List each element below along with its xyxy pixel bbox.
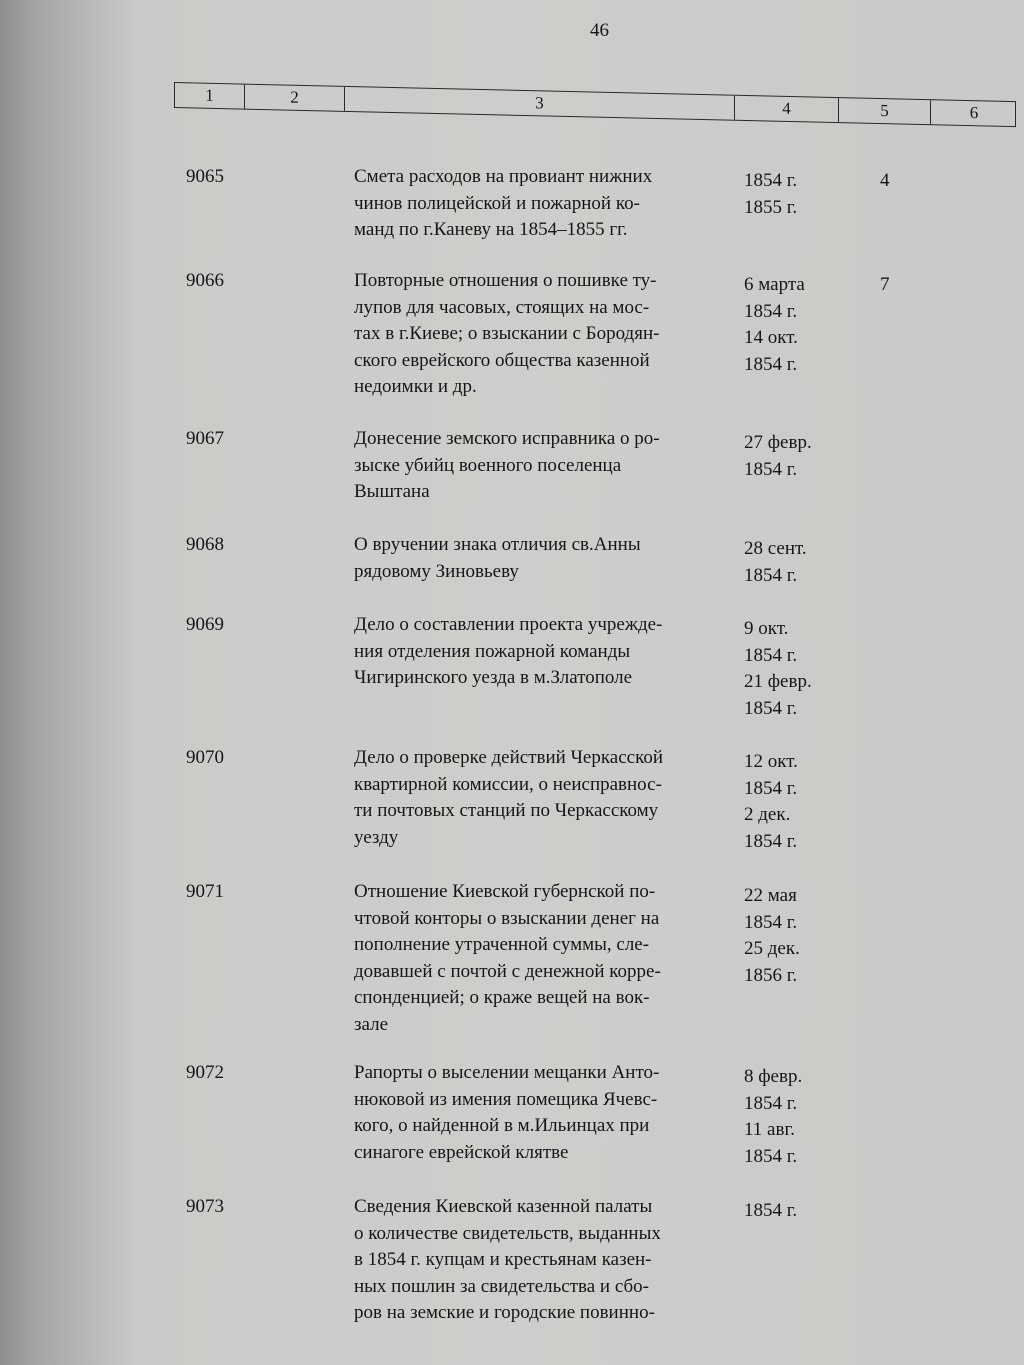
- record-number: 9067: [186, 428, 224, 449]
- record-number: 9068: [186, 534, 224, 555]
- description-line: рядовому Зиновьеву: [354, 560, 519, 582]
- record-description: [354, 879, 734, 1038]
- date-line: 12 окт.: [744, 751, 798, 772]
- record-dates: [744, 168, 854, 221]
- record-dates: [744, 616, 854, 722]
- description-line: спонденцией; о краже вещей на вок-: [354, 987, 650, 1008]
- record-number: 9066: [186, 270, 224, 291]
- record-dates: [744, 1064, 854, 1170]
- record-sheet-count: 7: [880, 274, 890, 295]
- description-line: Дело о составлении проекта учрежде-: [354, 614, 663, 635]
- date-line: 1854 г.: [744, 777, 798, 799]
- date-line: 1854 г.: [744, 353, 798, 375]
- date-line: 1854 г.: [744, 458, 798, 480]
- description-line: лупов для часовых, стоящих на мос-: [354, 296, 650, 318]
- date-line: 1854 г.: [744, 644, 798, 666]
- description-line: квартирной комиссии, о неисправнос-: [354, 773, 662, 795]
- date-line: 21 февр.: [744, 671, 812, 692]
- record-number: 9069: [186, 614, 224, 635]
- description-line: Рапорты о выселении мещанки Анто-: [354, 1062, 660, 1083]
- record-number: 9070: [186, 747, 224, 768]
- description-line: Отношение Киевской губернской по-: [354, 881, 656, 902]
- description-line: Донесение земского исправника о ро-: [354, 428, 660, 449]
- description-line: ского еврейского общества казенной: [354, 349, 650, 371]
- date-line: 22 мая: [744, 885, 797, 906]
- record-description: [354, 1060, 734, 1166]
- date-line: 2 дек.: [744, 804, 791, 825]
- date-line: 14 окт.: [744, 327, 798, 348]
- description-line: манд по г.Каневу на 1854–1855 гг.: [354, 219, 628, 240]
- date-line: 1854 г.: [744, 1092, 798, 1114]
- record-dates: [744, 430, 854, 483]
- column-header-2: 2: [245, 85, 345, 111]
- date-line: 8 февр.: [744, 1066, 803, 1087]
- record-description: [354, 532, 734, 585]
- book-binding-shadow: [0, 0, 138, 1365]
- description-line: синагоге еврейской клятве: [354, 1141, 569, 1163]
- record-description: [354, 426, 734, 506]
- record-number: 9072: [186, 1062, 224, 1083]
- record-description: [354, 745, 734, 851]
- date-line: 1854 г.: [744, 1200, 798, 1221]
- date-line: 11 авг.: [744, 1119, 795, 1140]
- description-line: Чигиринского уезда в м.Златополе: [354, 667, 633, 688]
- date-line: 27 февр.: [744, 432, 812, 453]
- record-description: [354, 612, 734, 692]
- record-dates: [744, 1198, 854, 1225]
- description-line: Сведения Киевской казенной палаты: [354, 1196, 653, 1217]
- description-line: Выштана: [354, 481, 430, 502]
- description-line: кого, о найденной в м.Ильинцах при: [354, 1115, 650, 1136]
- description-line: уезду: [354, 826, 399, 848]
- date-line: 1855 г.: [744, 196, 798, 218]
- record-dates: [744, 883, 854, 989]
- record-number: 9071: [186, 881, 224, 902]
- description-line: чинов полицейской и пожарной ко-: [354, 192, 640, 214]
- record-number: 9065: [186, 166, 224, 187]
- description-line: Повторные отношения о пошивке ту-: [354, 270, 657, 291]
- description-line: О вручении знака отличия св.Анны: [354, 534, 641, 555]
- description-line: чтовой конторы о взыскании денег на: [354, 907, 660, 929]
- description-line: ния отделения пожарной команды: [354, 640, 631, 662]
- description-line: пополнение утраченной суммы, сле-: [354, 934, 650, 955]
- record-description: [354, 164, 734, 244]
- date-line: 1854 г.: [744, 170, 798, 191]
- page-number: 46: [590, 20, 609, 41]
- record-description: [354, 268, 734, 401]
- date-line: 1856 г.: [744, 964, 798, 986]
- description-line: довавшей с почтой с денежной корре-: [354, 960, 661, 982]
- date-line: 1854 г.: [744, 830, 798, 852]
- record-sheet-count: 4: [880, 170, 890, 191]
- date-line: 9 окт.: [744, 618, 789, 639]
- record-dates: [744, 749, 854, 855]
- description-line: ных пошлин за свидетельства и сбо-: [354, 1275, 650, 1297]
- date-line: 1854 г.: [744, 564, 798, 586]
- description-line: нюковой из имения помещика Ячевс-: [354, 1088, 658, 1110]
- column-header-4: 4: [735, 96, 839, 122]
- date-line: 6 марта: [744, 274, 805, 295]
- description-line: тах в г.Киеве; о взыскании с Бородян-: [354, 323, 660, 344]
- column-header-3: 3: [345, 87, 735, 120]
- date-line: 25 дек.: [744, 938, 800, 959]
- date-line: 1854 г.: [744, 911, 798, 933]
- description-line: зыске убийц военного поселенца: [354, 454, 622, 476]
- date-line: 1854 г.: [744, 697, 798, 719]
- description-line: ти почтовых станций по Черкасскому: [354, 800, 659, 821]
- column-header-6: 6: [969, 103, 979, 123]
- record-dates: [744, 536, 854, 589]
- description-line: Дело о проверке действий Черкасской: [354, 747, 664, 768]
- description-line: зале: [354, 1013, 389, 1035]
- description-line: недоимки и др.: [354, 376, 477, 397]
- record-description: [354, 1194, 734, 1327]
- description-line: ров на земские и городские повинно-: [354, 1302, 655, 1323]
- description-line: в 1854 г. купцам и крестьянам казен-: [354, 1249, 652, 1270]
- date-line: 28 сент.: [744, 538, 807, 559]
- description-line: Смета расходов на провиант нижних: [354, 166, 653, 187]
- record-dates: [744, 272, 854, 378]
- date-line: 1854 г.: [744, 300, 798, 322]
- record-number: 9073: [186, 1196, 224, 1217]
- column-header-1: 1: [175, 83, 245, 109]
- date-line: 1854 г.: [744, 1145, 798, 1167]
- description-line: о количестве свидетельств, выданных: [354, 1222, 661, 1244]
- column-header-5: 5: [839, 98, 931, 124]
